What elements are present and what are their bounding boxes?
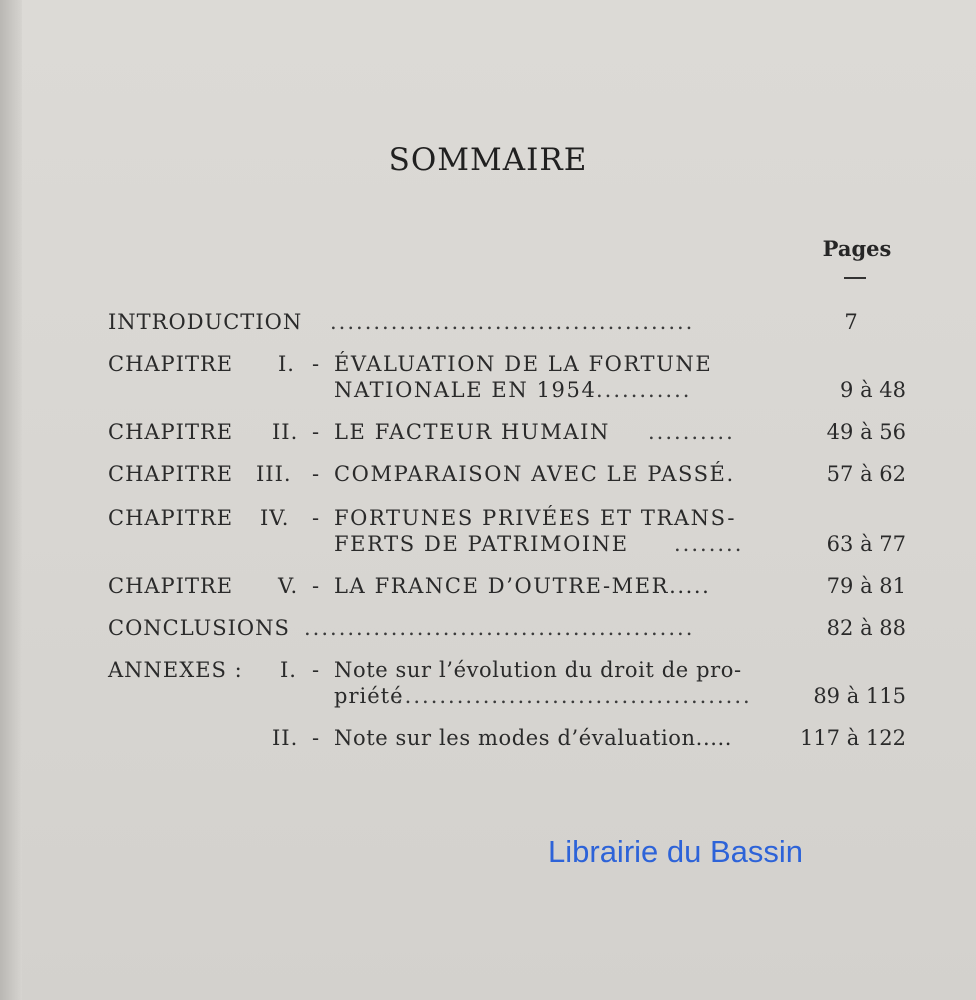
chapter-number: IV. bbox=[260, 506, 290, 530]
entry-label: CHAPITRE bbox=[108, 352, 234, 376]
entry-label: CHAPITRE bbox=[108, 574, 234, 598]
leader-dots: ........ bbox=[674, 532, 744, 556]
leader-dots: ......................................... bbox=[396, 684, 752, 708]
toc-entry-annexe-2 bbox=[108, 726, 906, 756]
page-number: 9 à 48 bbox=[840, 378, 906, 402]
leader-dots: ........... bbox=[596, 378, 692, 402]
chapter-number: II. bbox=[272, 420, 299, 444]
pages-header-rule bbox=[844, 277, 866, 279]
entry-separator: - bbox=[312, 462, 320, 486]
entry-title-line2: NATIONALE EN 1954 bbox=[334, 378, 597, 402]
entry-label: CHAPITRE bbox=[108, 462, 234, 486]
entry-title-line1: ÉVALUATION DE LA FORTUNE bbox=[334, 352, 713, 376]
page-number: 117 à 122 bbox=[799, 726, 906, 750]
leader-dots: ............................................. bbox=[304, 616, 695, 640]
annex-number: I. bbox=[280, 658, 297, 682]
page-number: 89 à 115 bbox=[813, 684, 906, 708]
toc-entry-chapitre-2 bbox=[108, 420, 906, 450]
toc-entry-conclusions bbox=[108, 616, 906, 646]
entry-label: CHAPITRE bbox=[108, 420, 234, 444]
entry-label: ANNEXES : bbox=[108, 658, 243, 682]
entry-title-line2: FERTS DE PATRIMOINE bbox=[334, 532, 629, 556]
entry-title-line1: Note sur l’évolution du droit de pro- bbox=[334, 658, 742, 682]
toc-entry-chapitre-4 bbox=[108, 506, 906, 562]
annex-number: II. bbox=[272, 726, 299, 750]
page-title: SOMMAIRE bbox=[388, 142, 588, 178]
entry-separator: - bbox=[312, 574, 320, 598]
entry-title: LA FRANCE D’OUTRE-MER..... bbox=[334, 574, 711, 598]
entry-separator: - bbox=[312, 726, 320, 750]
toc-entry-chapitre-3 bbox=[108, 462, 906, 492]
bookseller-watermark: Librairie du Bassin bbox=[548, 834, 804, 869]
chapter-number: I. bbox=[278, 352, 295, 376]
pages-column-header: Pages bbox=[822, 236, 892, 261]
entry-separator: - bbox=[312, 506, 320, 530]
entry-separator: - bbox=[312, 352, 320, 376]
entry-label: CONCLUSIONS bbox=[108, 616, 290, 640]
entry-separator: - bbox=[312, 658, 320, 682]
entry-separator: - bbox=[312, 420, 320, 444]
entry-title: LE FACTEUR HUMAIN bbox=[334, 420, 611, 444]
entry-label: INTRODUCTION bbox=[108, 310, 303, 334]
page-number: 49 à 56 bbox=[826, 420, 906, 444]
chapter-number: III. bbox=[256, 462, 292, 486]
leader-dots: .......... bbox=[648, 420, 735, 444]
entry-title: COMPARAISON AVEC LE PASSÉ. bbox=[334, 462, 735, 486]
page-number: 79 à 81 bbox=[826, 574, 906, 598]
entry-title: Note sur les modes d’évaluation..... bbox=[334, 726, 733, 750]
toc-entry-chapitre-5 bbox=[108, 574, 906, 604]
toc-entry-introduction bbox=[108, 310, 906, 340]
page-number: 57 à 62 bbox=[826, 462, 906, 486]
leader-dots: .......................................... bbox=[330, 310, 695, 334]
page-number: 82 à 88 bbox=[826, 616, 906, 640]
entry-label: CHAPITRE bbox=[108, 506, 234, 530]
page-number: 7 bbox=[844, 310, 858, 334]
page-number: 63 à 77 bbox=[826, 532, 906, 556]
toc-entry-annexe-1 bbox=[108, 658, 906, 714]
toc-entry-chapitre-1 bbox=[108, 352, 906, 408]
entry-title-line1: FORTUNES PRIVÉES ET TRANS- bbox=[334, 506, 737, 530]
chapter-number: V. bbox=[278, 574, 299, 598]
entry-title-line2: priété bbox=[334, 684, 404, 708]
